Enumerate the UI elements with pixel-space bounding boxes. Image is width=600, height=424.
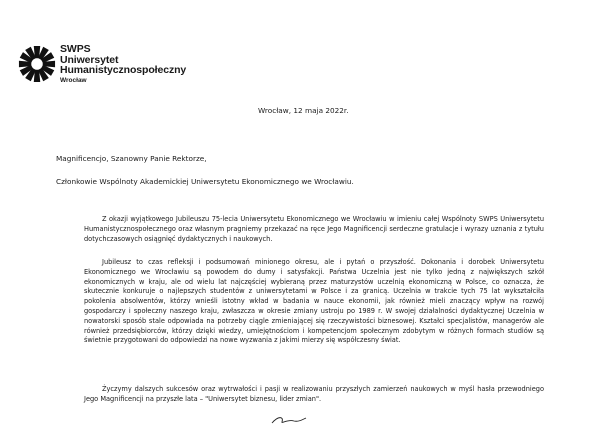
logo-line-uniwersytet: Uniwersytet xyxy=(60,53,119,66)
logo-line-swps: SWPS xyxy=(60,43,91,55)
logo-city: Wrocław xyxy=(60,76,87,84)
paragraph-jubilee: Jubileusz to czas refleksji i podsumowań minionego okresu, ale i pytań o przyszłość. Dokonania i dorobek Uniwersytetu Ekonomicznego we Wrocławiu są powodem do dumy i satysfakcji. Państwa Uczelnia jest nie tylko jedną z największych szkół ekonomicznych w kraju, ale od wielu lat najczęściej wybieraną przez maturzystów uczelnią ekonomiczną w Polsce, co oznacza, że skutecznie konkuruje o najlepszych studentów z uniwersytetami w Polsce i za granicą. Uczelnia w trakcie tych 75 lat wykształciła pokolenia absolwentów, którzy wnieśli istotny wkład w badania w nauce ekonomii, jak również mieli znaczący wpływ na rozwój gospodarczy i społeczny naszego kraju, zwłaszcza w okresie zmiany ustroju po 1989 r. W swojej działalności dydaktycznej Uczelnia w nowatorski sposób stale odpowiada na potrzeby ciągle zmieniającej się rzeczywistości biznesowej. Kształci specjalistów, managerów ale również przedsiębiorców, którzy dzięki wiedzy, umiejętnościom i kompetencjom społecznym zdobytym w różnych formach studiów są świetnie przygotowani do odpowiedzi na nowe wyzwania z jakimi mierzy się współczesny świat. xyxy=(84,258,544,345)
logo-line-humanistyczno: Humanistycznospołeczny xyxy=(60,64,187,76)
salutation-block xyxy=(56,152,354,198)
logo-wordmark xyxy=(60,44,186,85)
salutation-community: Członkowie Wspólnoty Akademickiej Uniwersytetu Ekonomicznego we Wrocławiu. xyxy=(56,177,354,186)
letter-date: Wrocław, 12 maja 2022r. xyxy=(258,106,349,115)
signature-mark xyxy=(268,414,308,424)
swps-starburst-icon xyxy=(18,45,56,83)
swps-logo xyxy=(18,42,188,94)
paragraph-congratulations: Z okazji wyjątkowego Jubileuszu 75-lecia Uniwersytetu Ekonomicznego we Wrocławiu w imieniu całej Wspólnoty SWPS Uniwersytetu Humanistycznospołecznego oraz własnym pragniemy przekazać na ręce Jego Magnificencji serdeczne gratulacje i wyrazy uznania z tytułu dotychczasowych osiągnięć dydaktycznych i naukowych. xyxy=(84,215,544,243)
salutation-rector: Magnificencjo, Szanowny Panie Rektorze, xyxy=(56,154,207,163)
paragraph-wishes: Życzymy dalszych sukcesów oraz wytrwałości i pasji w realizowaniu przyszłych zamierzeń naukowych w myśl hasła przewodniego Jego Magnificencji na przyszłe lata – "Uniwersytet biznesu, lider zmian". xyxy=(84,385,544,403)
